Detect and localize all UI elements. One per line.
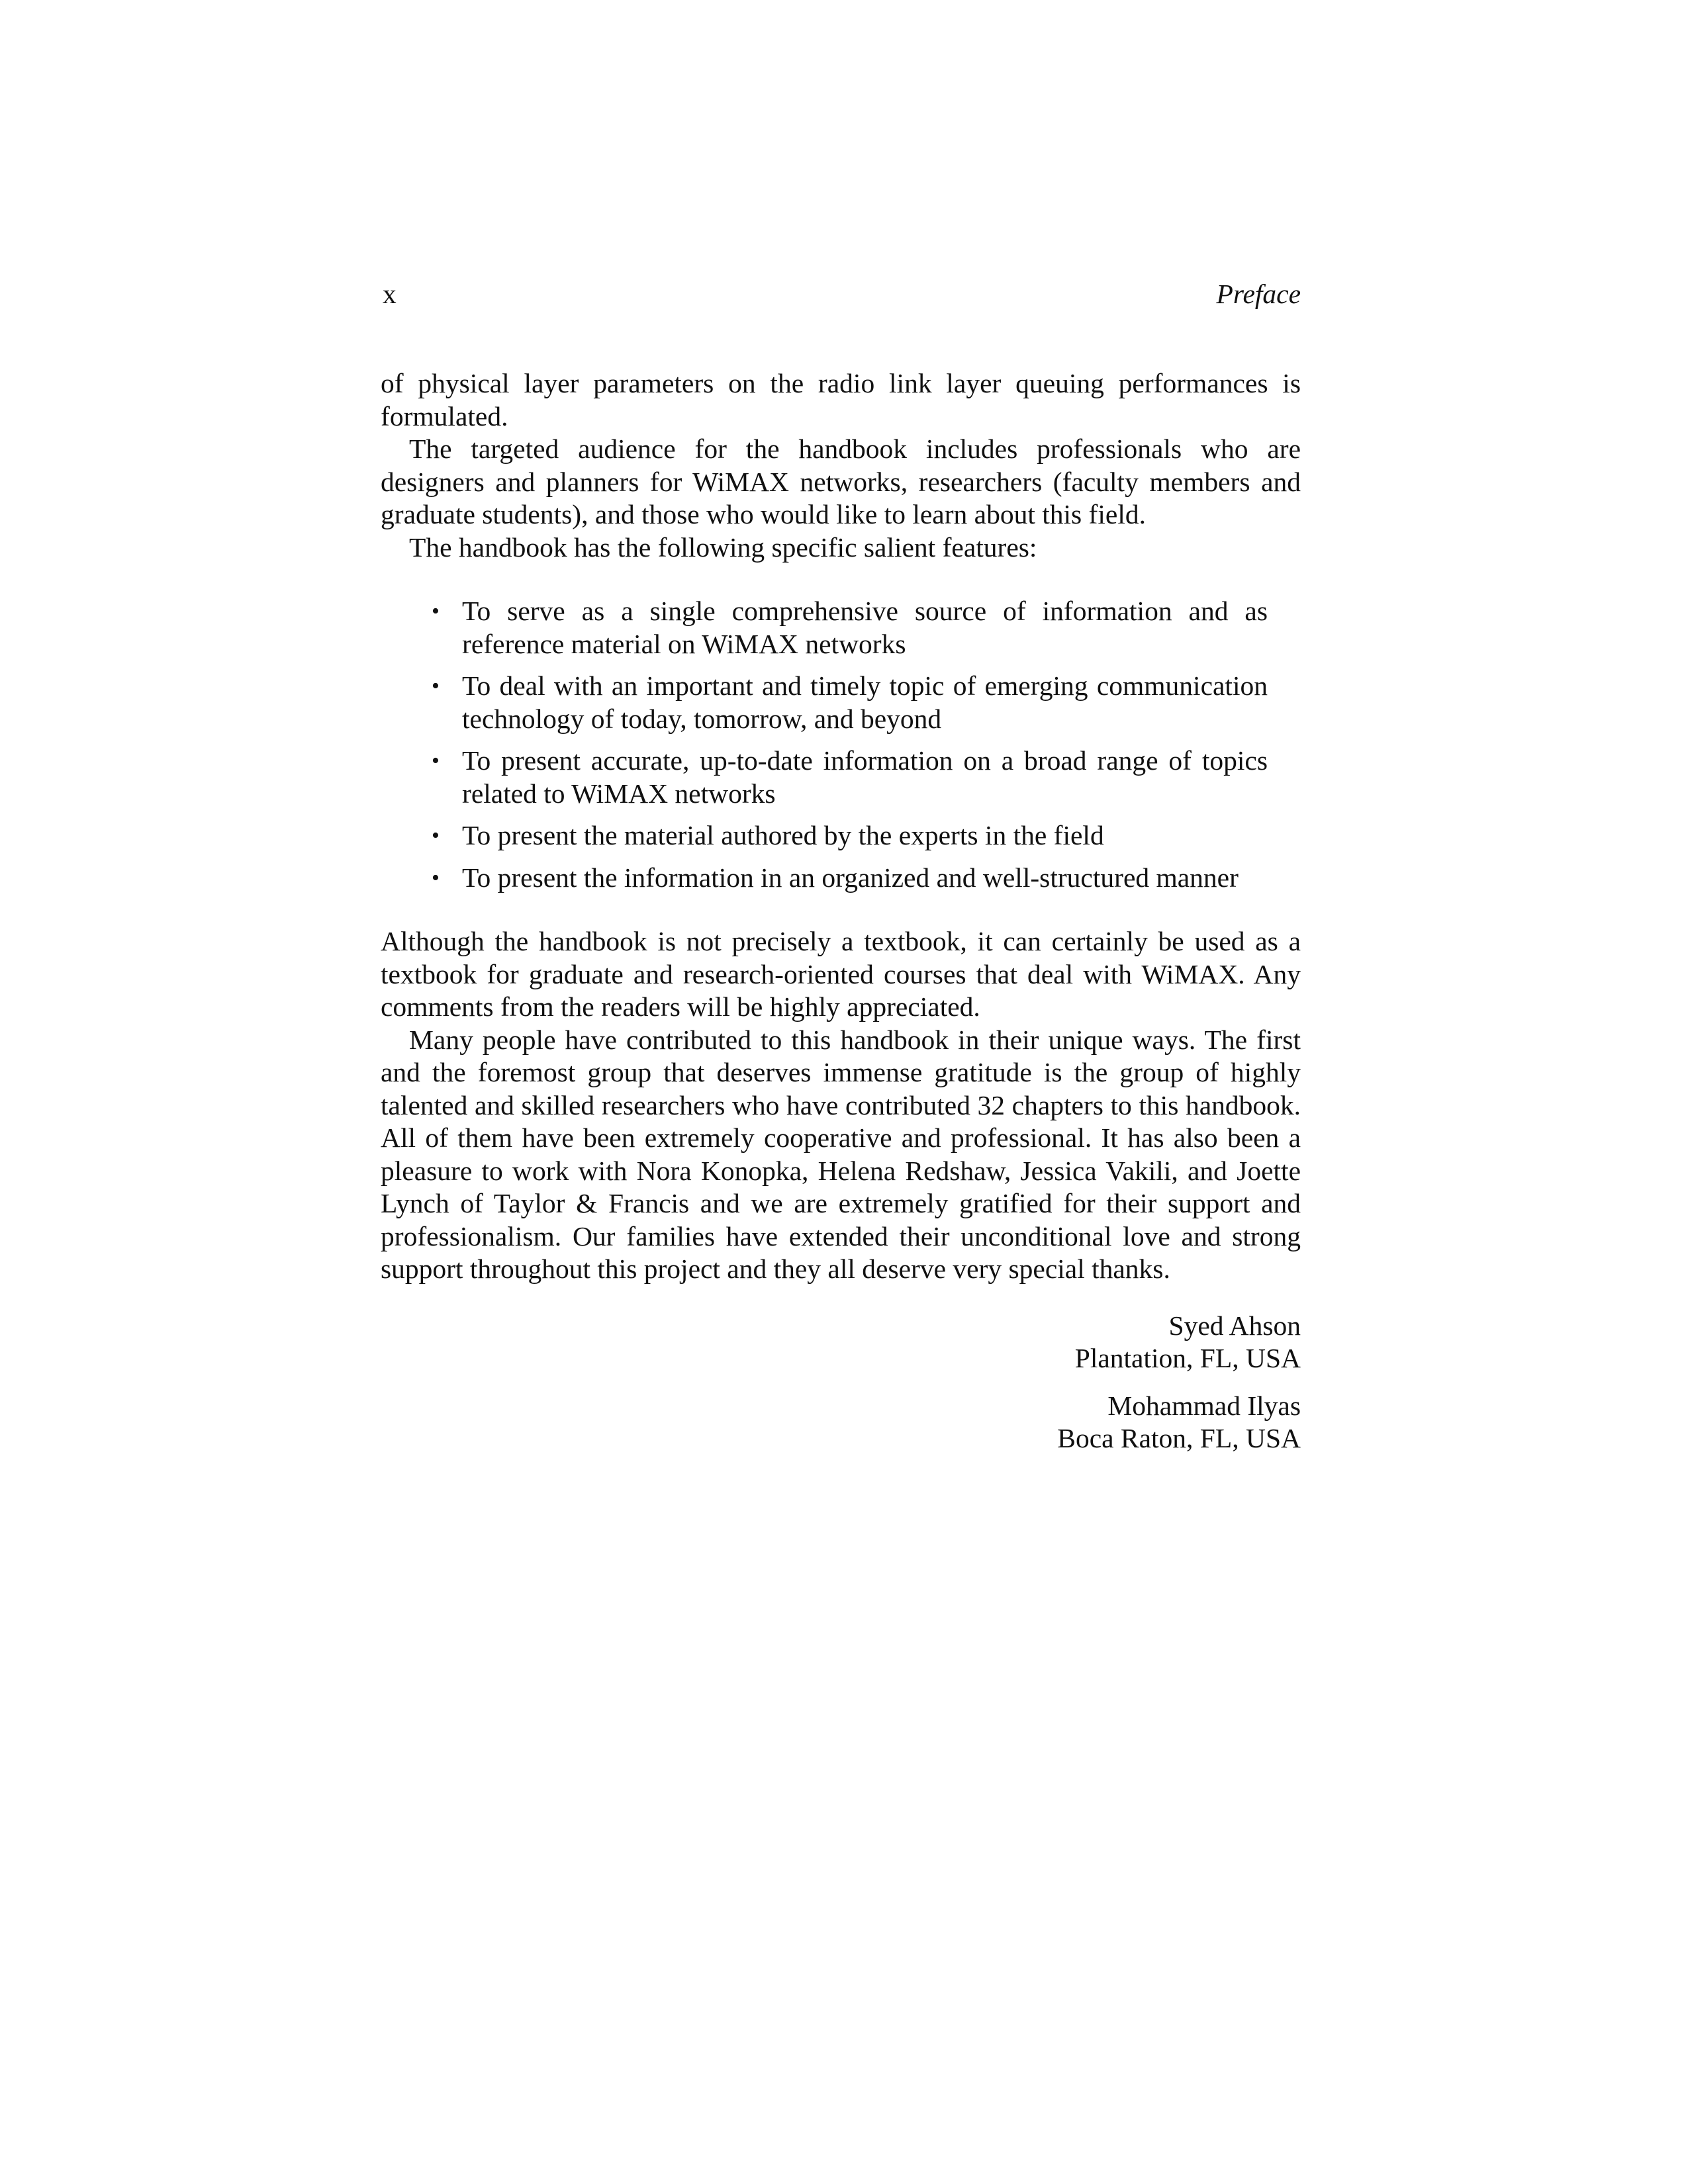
audience-paragraph: The targeted audience for the handbook includes professionals who are designers and planners for WiMAX networks, researchers (faculty members and graduate students), and those who would like to learn about this field. — [381, 433, 1301, 529]
features-intro-paragraph: The handbook has the following specific salient features: — [409, 531, 1037, 563]
features-list — [381, 595, 1268, 894]
page-number: x — [383, 279, 397, 309]
feature-item — [432, 670, 1268, 735]
feature-item — [432, 745, 1268, 810]
signature-name: Mohammad Ilyas — [1107, 1390, 1301, 1421]
feature-text: To present the material authored by the experts in the field — [462, 820, 1104, 850]
acknowledgments-paragraph: Many people have contributed to this handbook in their unique ways. The first and the foremost group that deserves immense gratitude is the group of highly talented and skilled researchers who have contributed 32 chapters to this handbook. All of them have been extremely cooperative and professional. It has also been a pleasure to work with Nora Konopka, Helena Redshaw, Jessica Vakili, and Joette Lynch of Taylor & Francis and we are extremely gratified for their support and professionalism. Our families have extended their unconditional love and strong support throughout this project and they all deserve very special thanks. — [381, 1024, 1301, 1284]
signatures — [381, 1310, 1301, 1455]
feature-text: To deal with an important and timely topic of emerging communication technology of today, tomorrow, and beyond — [462, 670, 1268, 734]
bullet-icon: • — [432, 823, 440, 848]
feature-item — [432, 819, 1268, 852]
bullet-icon: • — [432, 749, 440, 773]
bullet-icon: • — [432, 674, 440, 698]
feature-text: To present accurate, up-to-date information on a broad range of topics related to WiMAX networks — [462, 745, 1268, 809]
continuation-paragraph: of physical layer parameters on the radio link layer queuing performances is formulated. — [381, 368, 1301, 432]
feature-item — [432, 862, 1268, 895]
running-head — [381, 278, 1301, 318]
textbook-use-paragraph: Although the handbook is not precisely a textbook, it can certainly be used as a textbook for graduate and research-oriented courses that deal with WiMAX. Any comments from the readers will be highly appreciated. — [381, 926, 1301, 1022]
signature-location: Plantation, FL, USA — [1074, 1343, 1301, 1373]
signature-location: Boca Raton, FL, USA — [1057, 1423, 1301, 1453]
chapter-title: Preface — [1216, 279, 1301, 309]
signature-block — [381, 1310, 1301, 1375]
signature-block — [381, 1390, 1301, 1455]
body-text — [381, 367, 1301, 1470]
feature-text: To serve as a single comprehensive source of information and as reference material on WiMAX networks — [462, 596, 1268, 659]
bullet-icon: • — [432, 599, 440, 623]
feature-item — [432, 595, 1268, 660]
signature-name: Syed Ahson — [1168, 1310, 1301, 1341]
feature-text: To present the information in an organized and well-structured manner — [462, 862, 1239, 893]
bullet-icon: • — [432, 865, 440, 890]
